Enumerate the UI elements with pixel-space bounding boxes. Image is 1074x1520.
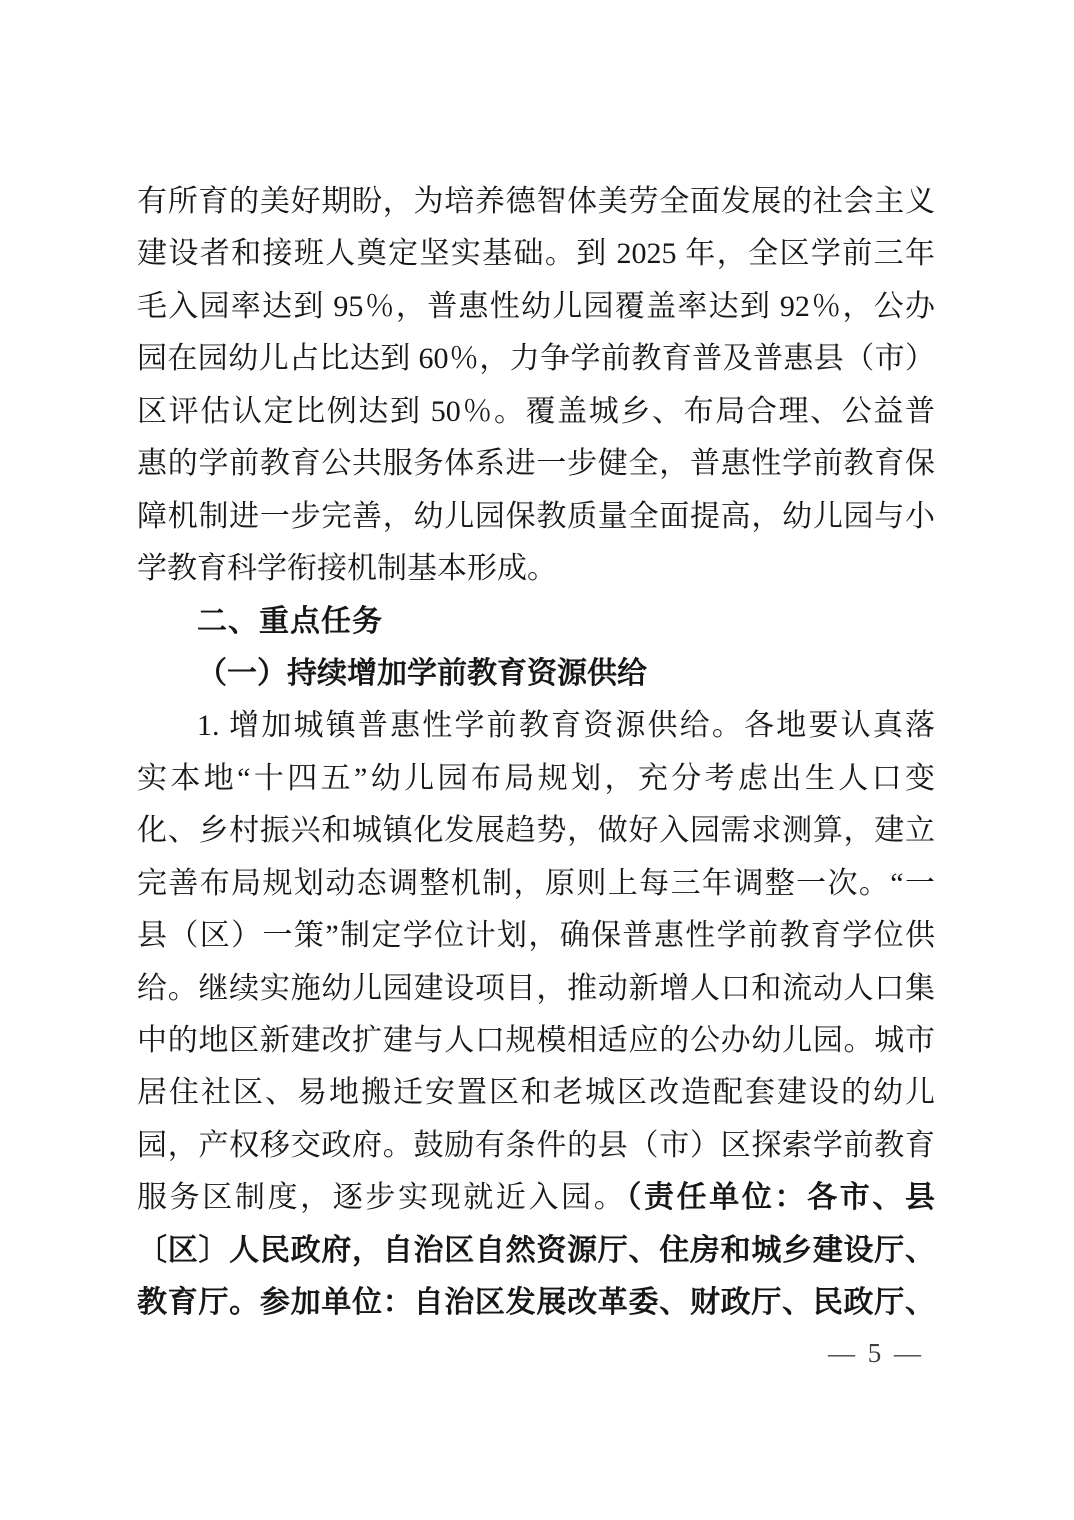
text-line-20 bbox=[137, 1172, 935, 1224]
text-line-8 bbox=[137, 543, 935, 595]
text-line-7 bbox=[137, 491, 935, 543]
body-text: 县（区）一策”制定学位计划，确保普惠性学前教育学位供 bbox=[137, 919, 935, 953]
text-line-19 bbox=[137, 1120, 935, 1172]
text-line-12 bbox=[137, 753, 935, 805]
text-line-4 bbox=[137, 333, 935, 385]
body-text: 园在园幼儿占比达到 60％，力争学前教育普及普惠县（市） bbox=[137, 342, 935, 376]
text-line-6 bbox=[137, 438, 935, 490]
body-text: 毛入园率达到 95％，普惠性幼儿园覆盖率达到 92％，公办 bbox=[137, 289, 935, 323]
text-line-16 bbox=[137, 963, 935, 1015]
text-line-14 bbox=[137, 858, 935, 910]
body-text: 学教育科学衔接机制基本形成。 bbox=[137, 552, 557, 586]
body-text: 居住社区、易地搬迁安置区和老城区改造配套建设的幼儿 bbox=[137, 1076, 935, 1110]
emphasis-text: （一）持续增加学前教育资源供给 bbox=[197, 656, 647, 690]
text-line-5 bbox=[137, 386, 935, 438]
body-text: 化、乡村振兴和城镇化发展趋势，做好入园需求测算，建立 bbox=[137, 814, 935, 848]
body-text: 有所育的美好期盼，为培养德智体美劳全面发展的社会主义 bbox=[137, 185, 935, 218]
emphasis-text: 教育厅。参加单位：自治区发展改革委、财政厅、民政厅、 bbox=[137, 1286, 935, 1320]
text-line-18 bbox=[137, 1067, 935, 1119]
emphasis-text: 二、重点任务 bbox=[197, 604, 383, 638]
body-text: 中的地区新建改扩建与人口规模相适应的公办幼儿园。城市 bbox=[137, 1024, 935, 1057]
emphasis-text: （责任单位：各市、县 bbox=[626, 1181, 935, 1215]
body-text: 惠的学前教育公共服务体系进一步健全，普惠性学前教育保 bbox=[137, 447, 935, 481]
body-text: 完善布局规划动态调整机制，原则上每三年调整一次。“一 bbox=[137, 866, 935, 900]
emphasis-text: 〔区〕人民政府，自治区自然资源厅、住房和城乡建设厅、 bbox=[137, 1233, 935, 1267]
text-line-21 bbox=[137, 1225, 935, 1277]
text-line-2 bbox=[137, 228, 935, 280]
text-line-22 bbox=[137, 1277, 935, 1329]
text-line-11 bbox=[137, 700, 935, 752]
text-line-15 bbox=[137, 910, 935, 962]
text-line-17 bbox=[137, 1015, 935, 1067]
body-text: 给。继续实施幼儿园建设项目，推动新增人口和流动人口集 bbox=[137, 971, 935, 1005]
body-text: 1. 增加城镇普惠性学前教育资源供给。各地要认真落 bbox=[197, 709, 935, 743]
body-text: 建设者和接班人奠定坚实基础。到 2025 年，全区学前三年 bbox=[137, 237, 935, 271]
text-line-13 bbox=[137, 805, 935, 857]
text-line-10 bbox=[137, 648, 935, 700]
text-line-3 bbox=[137, 281, 935, 333]
body-text: 区评估认定比例达到 50％。覆盖城乡、布局合理、公益普 bbox=[137, 394, 935, 428]
document-body bbox=[137, 176, 935, 1330]
text-line-1 bbox=[137, 176, 935, 228]
body-text: 实本地“十四五”幼儿园布局规划，充分考虑出生人口变 bbox=[137, 761, 935, 795]
body-text: 服务区制度，逐步实现就近入园。 bbox=[137, 1181, 627, 1215]
text-line-9 bbox=[137, 596, 935, 648]
body-text: 园，产权移交政府。鼓励有条件的县（市）区探索学前教育 bbox=[137, 1128, 935, 1162]
page-number: — 5 — bbox=[828, 1338, 924, 1368]
body-text: 障机制进一步完善，幼儿园保教质量全面提高，幼儿园与小 bbox=[137, 499, 935, 533]
